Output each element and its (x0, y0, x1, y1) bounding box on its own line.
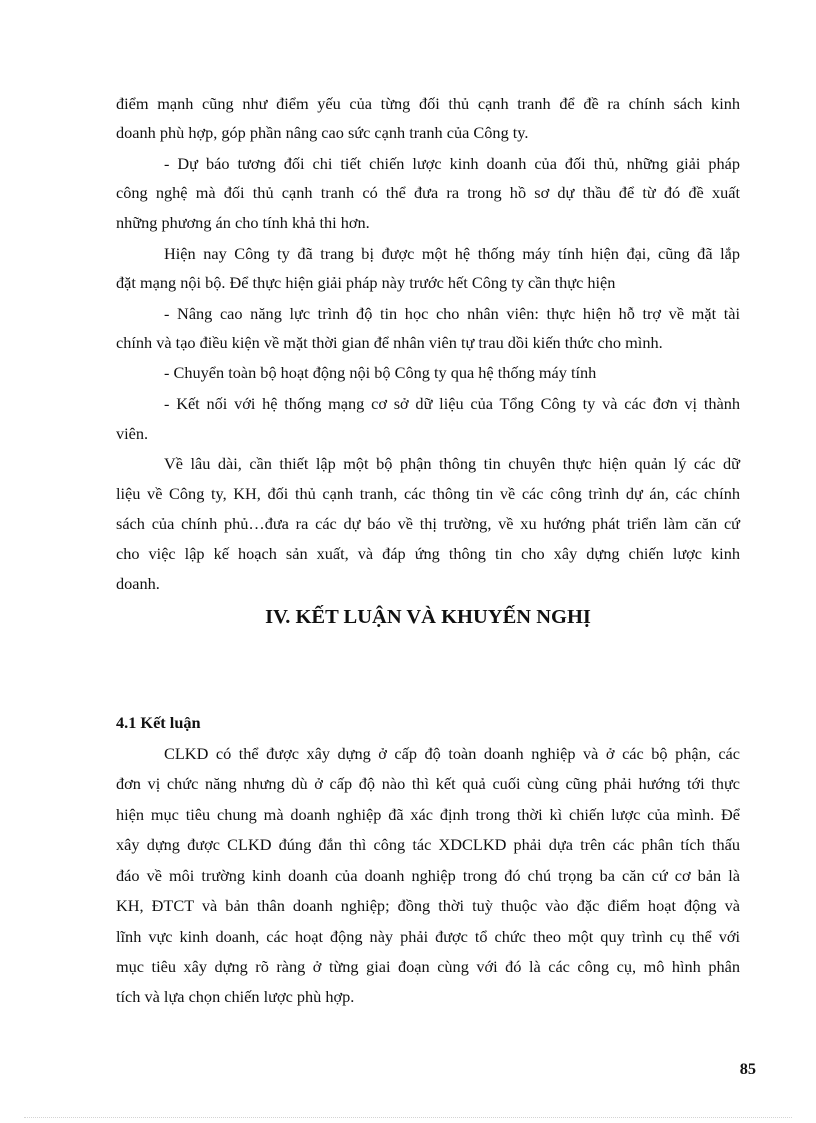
text-line: đáo về môi trường kinh doanh của doanh nghiệp trong đó chú trọng ba căn cứ cơ bản là (116, 866, 740, 885)
page-divider (24, 1117, 792, 1118)
text-line: tích và lựa chọn chiến lược phù hợp. (116, 987, 355, 1006)
text-line: điểm mạnh cũng như điểm yếu của từng đối thủ cạnh tranh để đề ra chính sách kinh (116, 94, 740, 113)
text-line: CLKD có thể được xây dựng ở cấp độ toàn doanh nghiệp và ở các bộ phận, các (164, 744, 740, 763)
text-line: liệu về Công ty, KH, đối thủ cạnh tranh, các thông tin về các công trình dự án, các chính (116, 484, 740, 503)
text-line: những phương án cho tính khả thi hơn. (116, 213, 370, 232)
text-line: công nghệ mà đối thủ cạnh tranh có thể đưa ra trong hồ sơ dự thầu để từ đó đề xuất (116, 183, 740, 202)
text-line: viên. (116, 424, 149, 443)
text-line: KH, ĐTCT và bản thân doanh nghiệp; đồng thời tuỳ thuộc vào đặc điểm hoạt động và (116, 896, 740, 915)
text-line: - Nâng cao năng lực trình độ tin học cho nhân viên: thực hiện hỗ trợ về mặt tài (164, 304, 740, 323)
text-line: doanh phù hợp, góp phần nâng cao sức cạnh tranh của Công ty. (116, 123, 529, 142)
text-line: đặt mạng nội bộ. Để thực hiện giải pháp này trước hết Công ty cần thực hiện (116, 273, 616, 292)
subsection-heading: 4.1 Kết luận (116, 713, 201, 732)
text-line: Hiện nay Công ty đã trang bị được một hệ thống máy tính hiện đại, cũng đã lắp (164, 244, 740, 263)
text-line: hiện mục tiêu chung mà doanh nghiệp đã xác định trong thời kì chiến lược của mình. Để (116, 805, 740, 824)
text-line: Về lâu dài, cần thiết lập một bộ phận thông tin chuyên thực hiện quản lý các dữ (164, 454, 740, 473)
text-line: lĩnh vực kinh doanh, các hoạt động này phải được tổ chức theo một quy trình cụ thể với (116, 927, 740, 946)
text-line: - Kết nối với hệ thống mạng cơ sở dữ liệu của Tổng Công ty và các đơn vị thành (164, 394, 740, 413)
page-number: 85 (739, 1059, 756, 1078)
text-line: sách của chính phủ…đưa ra các dự báo về thị trường, về xu hướng phát triển làm căn cứ (116, 514, 740, 533)
text-line: doanh. (116, 574, 160, 593)
text-line: cho việc lập kế hoạch sản xuất, và đáp ứng thông tin cho xây dựng chiến lược kinh (116, 544, 740, 563)
text-line: mục tiêu xây dựng rõ ràng ở từng giai đoạn cùng với đó là các công cụ, mô hình phân (116, 957, 740, 976)
section-heading: IV. KẾT LUẬN VÀ KHUYẾN NGHỊ (265, 606, 591, 628)
text-line: - Dự báo tương đối chi tiết chiến lược kinh doanh của đối thủ, những giải pháp (164, 154, 740, 173)
text-line: - Chuyển toàn bộ hoạt động nội bộ Công ty qua hệ thống máy tính (164, 363, 597, 382)
text-line: chính và tạo điều kiện về mặt thời gian để nhân viên tự trau dồi kiến thức cho mình. (116, 333, 663, 352)
text-line: xây dựng được CLKD đúng đắn thì công tác XDCLKD phải dựa trên các phân tích thấu (116, 835, 740, 854)
text-line: đơn vị chức năng nhưng dù ở cấp độ nào thì kết quả cuối cùng cũng phải hướng tới thực (116, 774, 740, 793)
